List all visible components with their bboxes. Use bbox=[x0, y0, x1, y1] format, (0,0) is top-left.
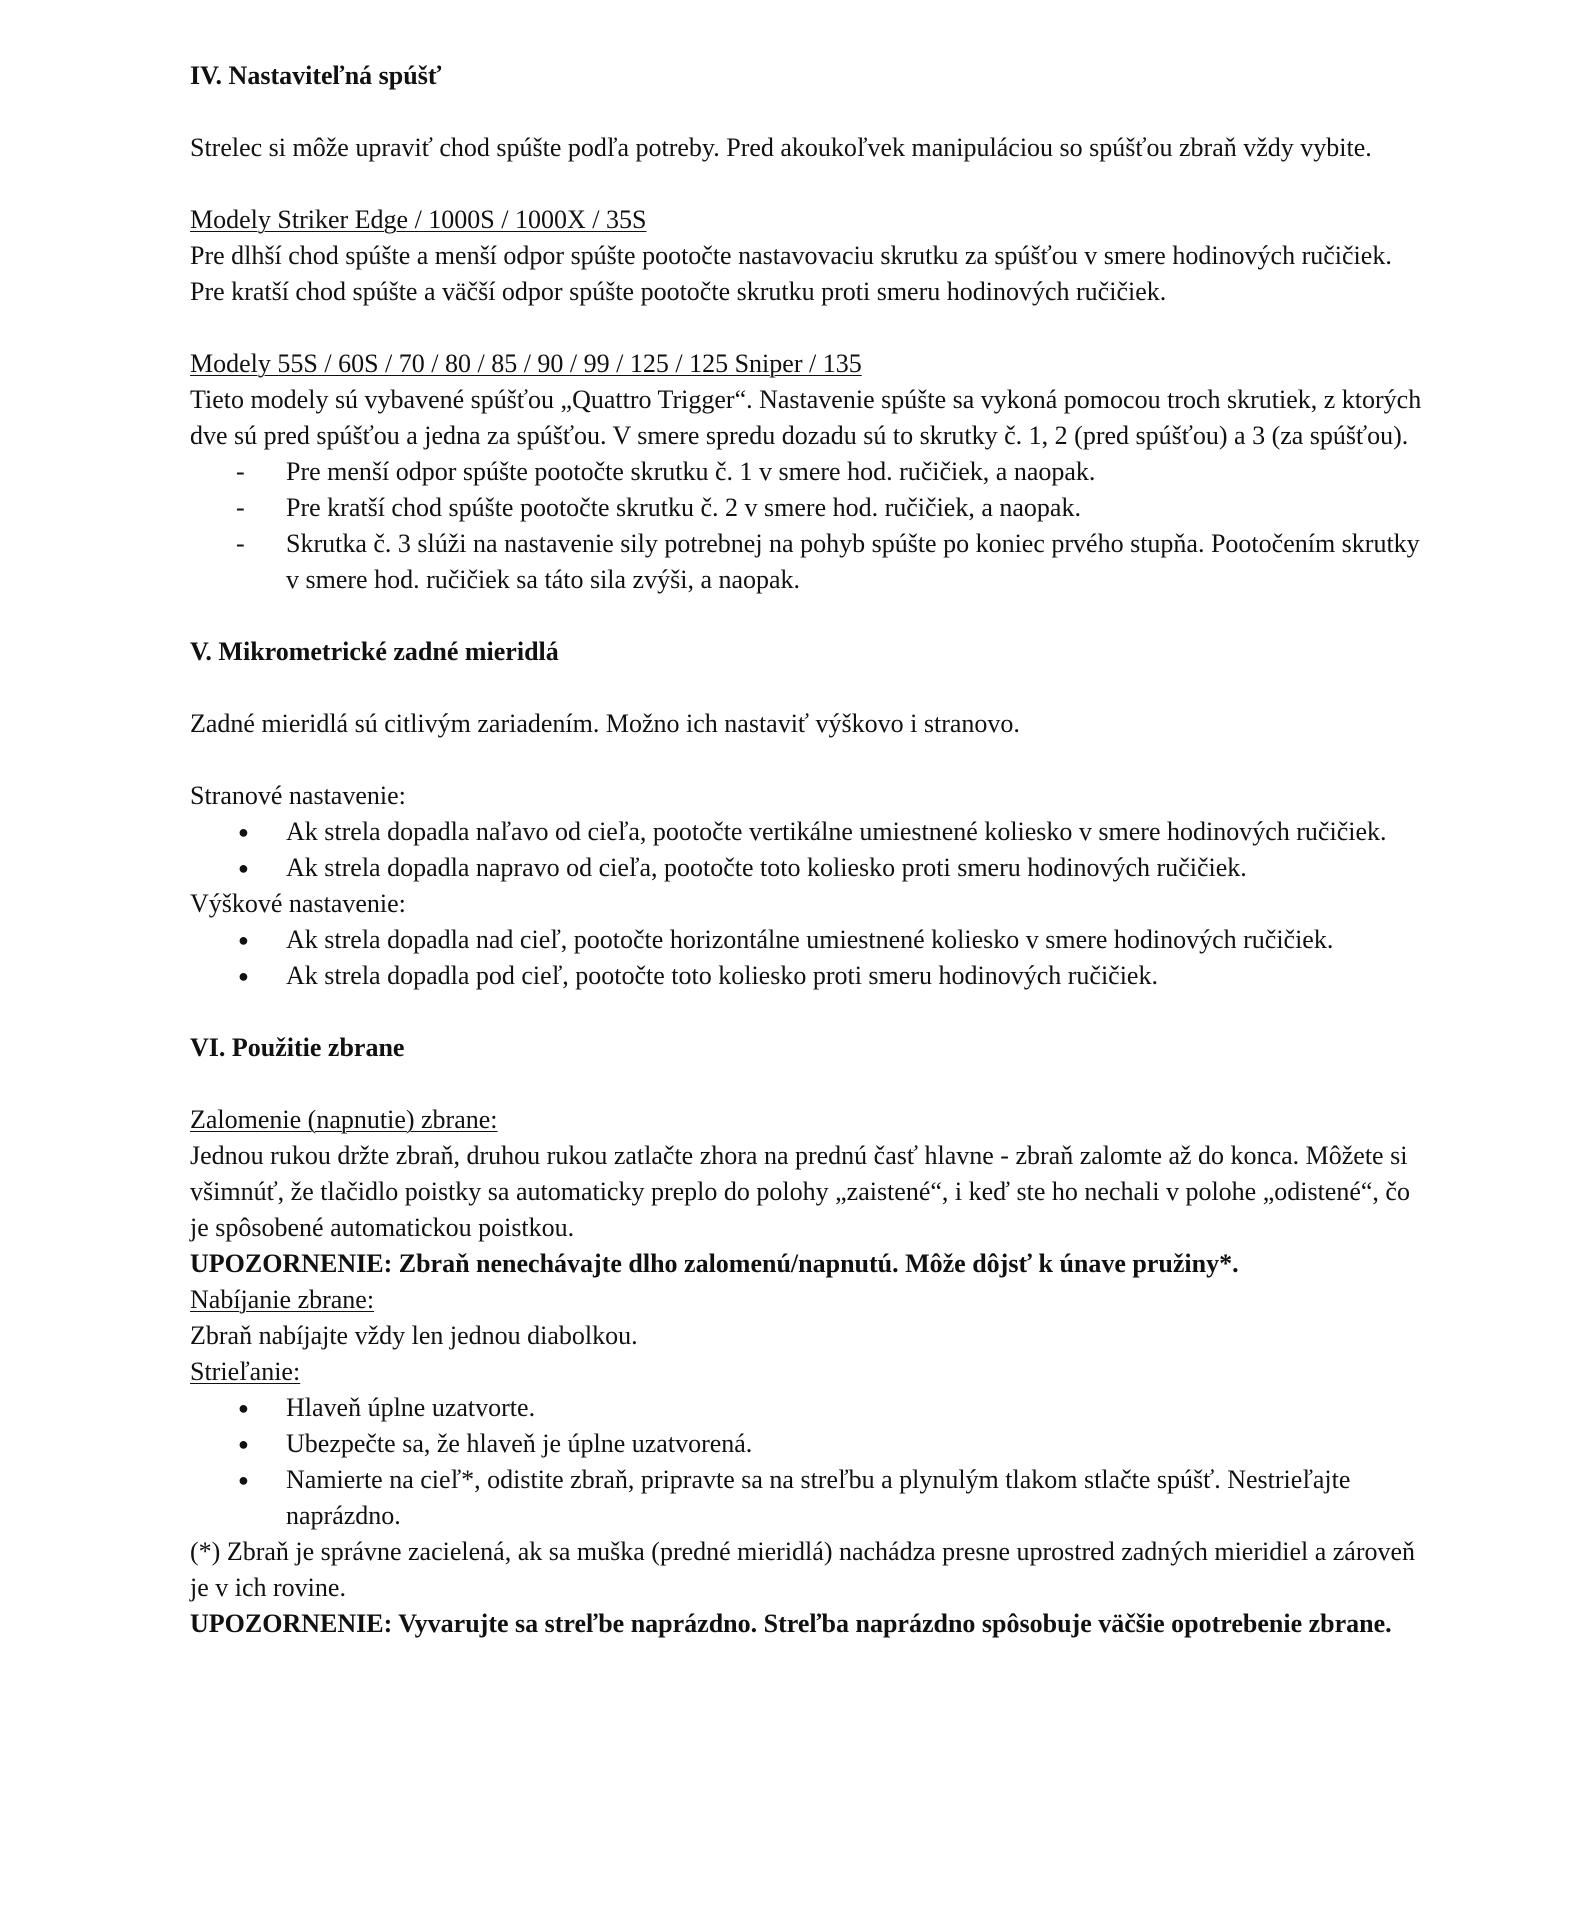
bullet-marker: ● bbox=[238, 1470, 249, 1490]
bullet-marker: ● bbox=[238, 858, 249, 878]
cocking-text: Jednou rukou držte zbraň, druhou rukou zatlačte zhora na prednú časť hlavne - zbraň zalomte až do konca. Môžete si všimnúť, že tlačidlo poistky sa automaticky preplo do polohy „zaistené“, i keď ste ho nechali v polohe „odistené“, čo je spôsobené automatickou poistkou. bbox=[190, 1141, 1410, 1242]
list-item-text: Ak strela dopadla nad cieľ, pootočte horizontálne umiestnené koliesko v smere hodinových ručičiek. bbox=[286, 925, 1334, 954]
list-item-text: Skrutka č. 3 slúži na nastavenie sily potrebnej na pohyb spúšte po koniec prvého stupňa. Pootočením skrutky v smere hod. ručičiek sa táto sila zvýši, a naopak. bbox=[286, 529, 1420, 594]
trigger-intro: Strelec si môže upraviť chod spúšte podľa potreby. Pred akoukoľvek manipuláciou so spúšťou zbraň vždy vybite. bbox=[190, 133, 1372, 162]
bullet-marker: ● bbox=[238, 822, 249, 842]
section-heading-trigger: IV. Nastaviteľná spúšť bbox=[190, 61, 442, 90]
warning-spring-fatigue: UPOZORNENIE: Zbraň nenechávajte dlho zalomenú/napnutú. Môže dôjsť k únave pružiny*. bbox=[190, 1249, 1239, 1278]
list-item bbox=[190, 1390, 1430, 1426]
loading-title: Nabíjanie zbrane: bbox=[190, 1285, 375, 1314]
loading-text: Zbraň nabíjajte vždy len jednou diabolkou. bbox=[190, 1321, 638, 1350]
bullet-marker: ● bbox=[238, 1398, 249, 1418]
vertical-adjustment-title: Výškové nastavenie: bbox=[190, 889, 406, 918]
bullet-marker: ● bbox=[238, 966, 249, 986]
list-item bbox=[190, 490, 1430, 526]
list-item-text: Ak strela dopadla pod cieľ, pootočte toto koliesko proti smeru hodinových ručičiek. bbox=[286, 961, 1158, 990]
list-item bbox=[190, 850, 1430, 886]
list-item bbox=[190, 1462, 1430, 1534]
list-item-text: Namierte na cieľ*, odistite zbraň, pripravte sa na streľbu a plynulým tlakom stlačte spúšť. Nestrieľajte naprázdno. bbox=[286, 1465, 1351, 1530]
models-a-text: Pre dlhší chod spúšte a menší odpor spúšte pootočte nastavovaciu skrutku za spúšťou v smere hodinových ručičiek. Pre kratší chod spúšte a väčší odpor spúšte pootočte skrutku proti smeru hodinových ručičiek. bbox=[190, 241, 1392, 306]
list-item bbox=[190, 454, 1430, 490]
list-item-text: Pre menší odpor spúšte pootočte skrutku č. 1 v smere hod. ručičiek, a naopak. bbox=[286, 457, 1096, 486]
list-item-text: Pre kratší chod spúšte pootočte skrutku č. 2 v smere hod. ručičiek, a naopak. bbox=[286, 493, 1081, 522]
lateral-adjustment-list bbox=[190, 814, 1430, 886]
section-heading-usage: VI. Použitie zbrane bbox=[190, 1033, 405, 1062]
dash-marker: - bbox=[236, 493, 245, 522]
section-heading-sights: V. Mikrometrické zadné mieridlá bbox=[190, 637, 559, 666]
list-item bbox=[190, 922, 1430, 958]
footnote: (*) Zbraň je správne zacielená, ak sa muška (predné mieridlá) nachádza presne uprostred zadných mieridiel a zároveň je v ich rovine. bbox=[190, 1537, 1416, 1602]
list-item-text: Ak strela dopadla naľavo od cieľa, pootočte vertikálne umiestnené koliesko v smere hodinových ručičiek. bbox=[286, 817, 1387, 846]
list-item bbox=[190, 526, 1430, 598]
models-a-title: Modely Striker Edge / 1000S / 1000X / 35S bbox=[190, 205, 647, 234]
bullet-marker: ● bbox=[238, 1434, 249, 1454]
shooting-steps-list bbox=[190, 1390, 1430, 1534]
list-item-text: Hlaveň úplne uzatvorte. bbox=[286, 1393, 536, 1422]
models-b-text: Tieto modely sú vybavené spúšťou „Quattro Trigger“. Nastavenie spúšte sa vykoná pomocou troch skrutiek, z ktorých dve sú pred spúšťou a jedna za spúšťou. V smere spredu dozadu sú to skrutky č. 1, 2 (pred spúšťou) a 3 (za spúšťou). bbox=[190, 385, 1422, 450]
document-page bbox=[190, 58, 1430, 1642]
sights-intro: Zadné mieridlá sú citlivým zariadením. Možno ich nastaviť výškovo i stranovo. bbox=[190, 709, 1020, 738]
bullet-marker: ● bbox=[238, 930, 249, 950]
lateral-adjustment-title: Stranové nastavenie: bbox=[190, 781, 406, 810]
list-item-text: Ubezpečte sa, že hlaveň je úplne uzatvorená. bbox=[286, 1429, 753, 1458]
models-b-title: Modely 55S / 60S / 70 / 80 / 85 / 90 / 99 / 125 / 125 Sniper / 135 bbox=[190, 349, 862, 378]
dash-marker: - bbox=[236, 529, 245, 558]
list-item bbox=[190, 958, 1430, 994]
trigger-screw-list bbox=[190, 454, 1430, 598]
vertical-adjustment-list bbox=[190, 922, 1430, 994]
list-item bbox=[190, 814, 1430, 850]
dash-marker: - bbox=[236, 457, 245, 486]
shooting-title: Strieľanie: bbox=[190, 1357, 301, 1386]
list-item bbox=[190, 1426, 1430, 1462]
warning-dry-fire: UPOZORNENIE: Vyvarujte sa streľbe naprázdno. Streľba naprázdno spôsobuje väčšie opotrebenie zbrane. bbox=[190, 1609, 1392, 1638]
list-item-text: Ak strela dopadla napravo od cieľa, pootočte toto koliesko proti smeru hodinových ručičiek. bbox=[286, 853, 1247, 882]
cocking-title: Zalomenie (napnutie) zbrane: bbox=[190, 1105, 498, 1134]
